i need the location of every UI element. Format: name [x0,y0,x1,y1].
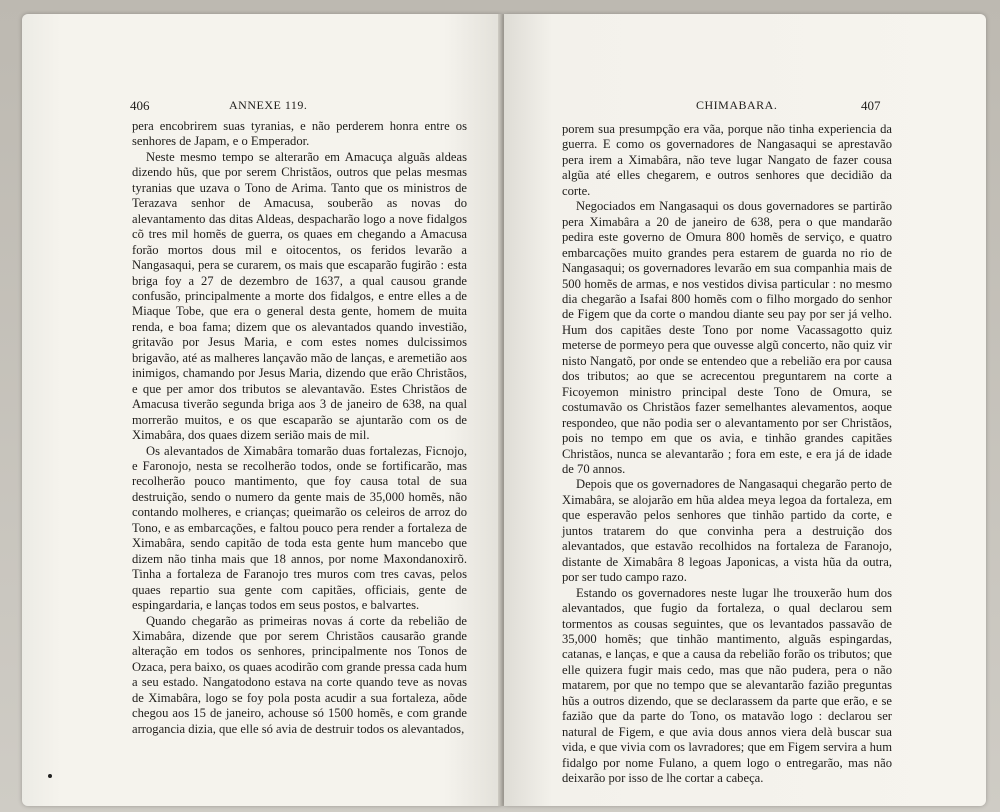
body-text [132,119,467,737]
page-number: 406 [130,98,150,113]
page-number: 407 [861,98,881,113]
paragraph: Neste mesmo tempo se alterarão em Amacuça alguãs aldeas dizendo hũs, que por serem Christãos, outros que pelas mesmas tyranias que uzava o Tono de Arima. Tanto que os ministros de Terazava senhor de Amacusa, souberão as novas do alevantamento das ditas Aldeas, despacharão logo a nove fidalgos cõ tres mil homẽs de guerra, os quaes em chegando a Amacusa forão mortos dous mil e oitocentos, os feridos levarão a Nangasaqui, pera se curarem, os mais que escaparão fugirão : esta briga foy a 27 de dezembro de 1637, a qual causou grande confusão, principalmente a morte dos fidalgos, e entre elles a de Miaque Tobe, que era o general desta gente, homem de muita renda, e boa fama; dizem que os alevantados quando investião, gritavão por Jesus Maria, e com estes nomes dulcissimos brigavão, até as malheres lançavão mão de lanças, e aremetião aos inimigos, chamando por Jesus Maria, dizendo que erão Christãos, e que per amor dos tributos se alevantavão. Estes Christãos de Amacusa tiverão segunda briga aos 3 de janeiro de 638, na qual morrerão muitos, e os que escaparão se ajuntarão com os de Ximabâra, dos quaes dizem serião mais de mil. [132,149,467,443]
paragraph: Quando chegarão as primeiras novas á corte da rebelião de Ximabâra, dizende que por serem Christãos causarão grande alteração em todos os senhores, principalmente nos Tonos de Ozaca, pera baixo, os quaes acodirão com grande pressa cada hum a seu estado. Nangatodono estava na corte quando teve as novas de Ximabâra, logo se foy pola posta acudir a sua fortaleza, aõde chegou aos 15 de janeiro, achouse só 1500 homẽs, e com grande arrogancia dizia, que elle só avia de destruir todos os alevantados, [132,613,467,736]
ink-spot [48,774,52,778]
running-head: ANNEXE 119. [229,98,308,112]
paragraph: Estando os governadores neste lugar lhe trouxerão hum dos alevantados, que fugio da fortaleza, o qual declarou sem tormentos as cousas seguintes, que os levantados passavão de 35,000 homẽs; que tinhão mantimento, alguãs espingardas, catanas, e lanças, e que a causa da rebelião forão os tributos; que elle quizera fugir mais cedo, mas que não pudera, pera o não matarem, por que no tempo que se alevantarão fazião preguntas hũs a outros dizendo, que se declarassem da parte que erão, e se fazião que da parte do Tono, os matavão logo : declarou ser natural de Figem, e que avia dous annos viera delà buscar sua vida, e que vivia com os lavradores; que em Figem servira a hum fidalgo por nome Fulano, a quem logo o entregarão, mas não deixarão por isso de lhe cortar a cabeça. [562,585,892,786]
paragraph: Os alevantados de Ximabâra tomarão duas fortalezas, Ficnojo, e Faronojo, nesta se recolherão todos, onde se fortificarão, mas recolherão pouco mantimento, que foy causa total de sua destruição, sendo o numero da gente mais de 35,000 homẽs, não contando molheres, e crianças; queimarão os celeiros de arroz do Tono, e as embarcações, e faltou pouco pera render a fortaleza de Ximabâra, sendo capitão de toda esta gente hum mancebo que dizem não tinha mais que 18 annos, por nome Maxondanoxirõ. Tinha a fortaleza de Faranojo tres muros com tres cavas, pelos quaes repartio sua gente com capitães, officiais, gente de espingardaria, e lanças todos em seus postos, e balvartes. [132,443,467,613]
paragraph: Depois que os governadores de Nangasaqui chegarão perto de Ximabâra, se alojarão em hũa aldea meya legoa da fortaleza, em que esperavão pelos senhores que tinhão partido da corte, e juntos tratarem do que convinha pera a destruição dos alevantados, que estavão recolhidos na fortaleza de Faranojo, distante de Ximabâra 8 legoas Japonicas, a vista hũa da outra, por ser tudo campo razo. [562,477,892,585]
paragraph: Negociados em Nangasaqui os dous governadores se partirão pera Ximabâra a 20 de janeiro de 638, pera o que mandarão pedira este governo de Omura 800 homẽs de serviço, e quatro embarcações muito grandes pera estarem de guarda no rio de Nangasaqui; os governadores levarão em sua companhia mais de 500 homẽs de armas, e nos vestidos divisa particular : no mesmo dia chegarão a Isafai 800 homẽs com o filho morgado do senhor de Figem que da corte o mandou diante seu pay por ser já velho. Hum dos capitães deste Tono por nome Vacassagotto quiz meterse de pormeyo pera que ouvesse algũ concerto, não quiz vir nisto Nangatõ, por onde se entendeo que a rebelião era por causa dos tributos; ao que se acrecentou preguntarem na corte a Ficoyemon ministro principal deste Tono de Omura, se costumavão os Christãos fazer semelhantes alevamentos, aoque respondeo, que não podia ser o alevantamento por ser Christãos, pois no tempo em que os avia, e tinhão grandes capitães Christãos, nunca se alevantarão ; fora em este, e era já de idade de 70 annos. [562,199,892,476]
right-page [504,14,986,806]
left-page [22,14,502,806]
running-head: CHIMABARA. [696,98,778,112]
paragraph: porem sua presumpção era vãa, porque não tinha experiencia da guerra. E como os governadores de Nangasaqui se aprestavão pera irem a Ximabâra, não teve lugar Nangato de fazer cousa algũa até elles chegarem, e outros senhores que decidião da corte. [562,122,892,198]
body-text [562,122,892,786]
paragraph: pera encobrirem suas tyranias, e não perderem honra entre os senhores de Japam, e o Emperador. [132,119,467,149]
